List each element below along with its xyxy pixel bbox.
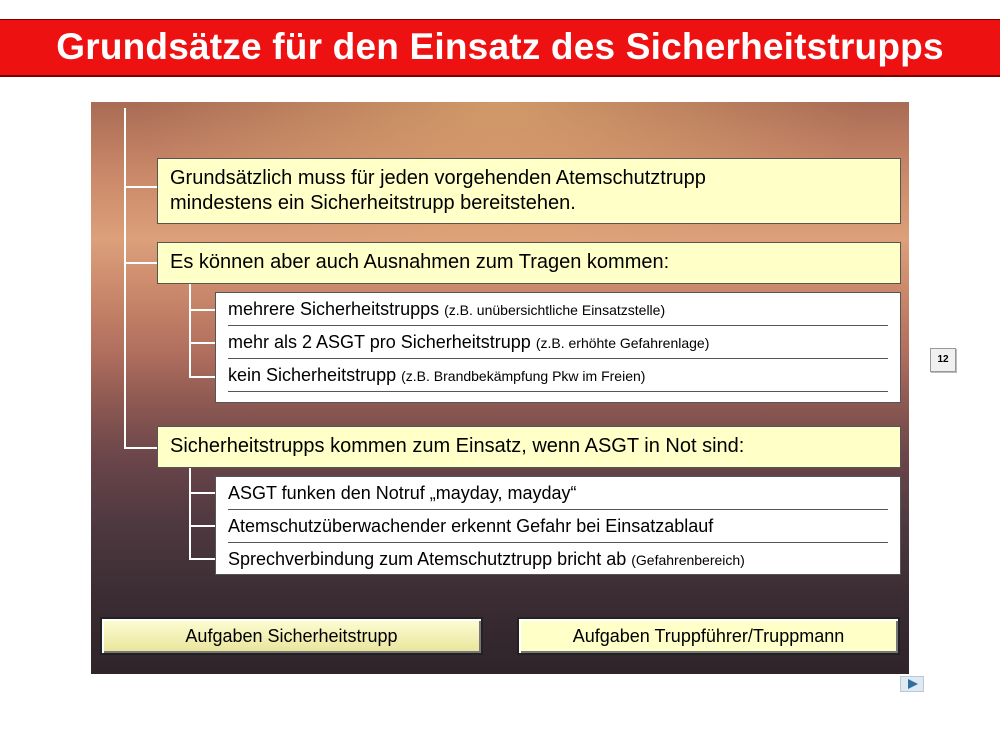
play-right-icon [901,677,923,691]
principle-box [157,158,901,224]
condition-main: Sprechverbindung zum Atemschutztrupp bricht ab [228,549,627,569]
list-item [228,293,888,326]
exception-note: (z.B. erhöhte Gefahrenlage) [535,335,710,351]
emergency-heading: Sicherheitstrupps kommen zum Einsatz, wenn ASGT in Not sind: [170,435,745,457]
tasks-safety-team-button[interactable]: Aufgaben Sicherheitstrupp [100,617,483,655]
subtree-2-branch-2 [189,525,215,527]
list-item [228,326,888,359]
page-number-badge: 12 [930,348,956,372]
exceptions-list [215,292,901,403]
exception-main: mehr als 2 ASGT pro Sicherheitstrupp [228,332,531,352]
list-item [228,477,888,510]
tasks-team-leader-button[interactable]: Aufgaben Truppführer/Truppmann [517,617,900,655]
list-item [228,510,888,543]
exception-note: (z.B. Brandbekämpfung Pkw im Freien) [401,368,646,384]
list-item [228,543,888,576]
page-title: Grundsätze für den Einsatz des Sicherheitstrupps [56,26,944,67]
condition-note: (Gefahrenbereich) [631,552,745,568]
subtree-1-line [189,283,191,378]
emergency-heading-box [157,426,901,468]
tree-branch-1 [124,186,157,188]
subtree-2-line [189,468,191,560]
condition-main: Atemschutzüberwachender erkennt Gefahr bei Einsatzablauf [228,516,714,536]
exceptions-heading-box [157,242,901,284]
emergency-list [215,476,901,575]
exception-main: kein Sicherheitstrupp [228,365,397,385]
subtree-1-branch-3 [189,376,215,378]
condition-main: ASGT funken den Notruf „mayday, mayday“ [228,483,577,503]
next-slide-button[interactable] [900,676,924,692]
title-bar [0,19,1000,77]
tree-branch-2 [124,262,157,264]
slide-content [91,102,909,674]
exceptions-heading: Es können aber auch Ausnahmen zum Tragen kommen: [170,251,670,273]
principle-line-1: Grundsätzlich muss für jeden vorgehenden Atemschutztrupp [170,167,706,189]
tree-branch-3 [124,447,157,449]
subtree-1-branch-1 [189,309,215,311]
subtree-1-branch-2 [189,342,215,344]
exception-main: mehrere Sicherheitstrupps [228,299,440,319]
tree-main-line [124,108,126,448]
principle-line-2: mindestens ein Sicherheitstrupp bereitstehen. [170,192,576,214]
exception-note: (z.B. unübersichtliche Einsatzstelle) [444,302,666,318]
list-item [228,359,888,392]
subtree-2-branch-1 [189,492,215,494]
subtree-2-branch-3 [189,558,215,560]
